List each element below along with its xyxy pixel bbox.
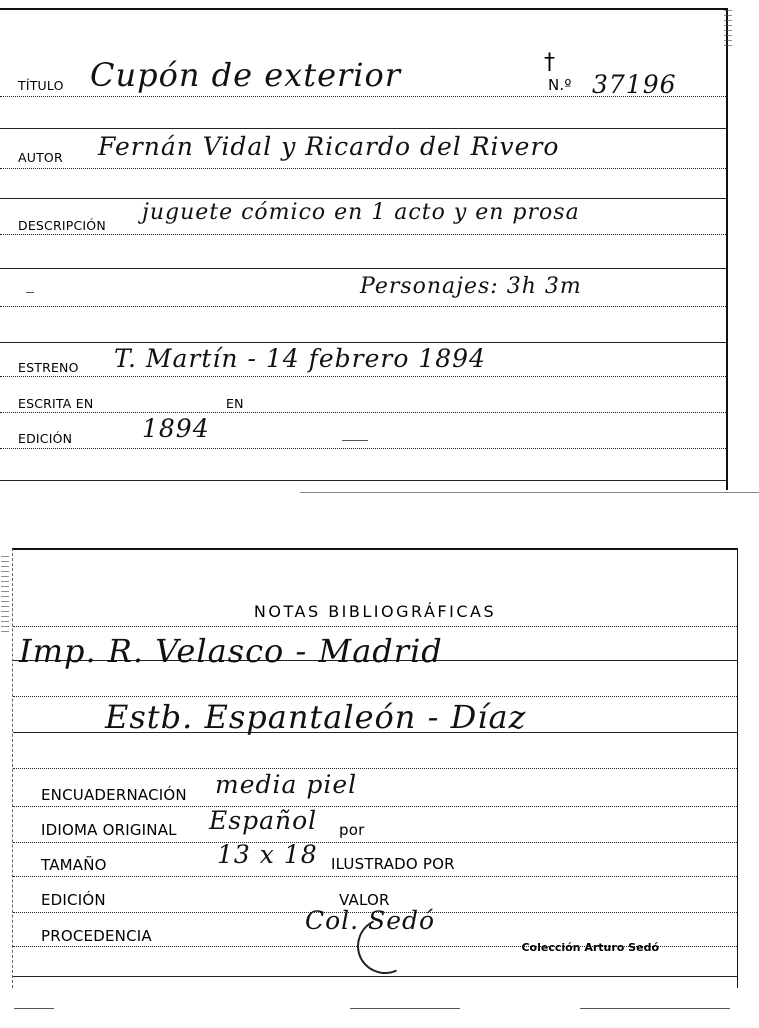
rule-line bbox=[0, 168, 726, 169]
author-label: AUTOR bbox=[18, 150, 63, 165]
rule-line bbox=[0, 448, 726, 449]
card-edge bbox=[14, 1008, 54, 1009]
rule-line bbox=[13, 696, 737, 697]
binding-value: media piel bbox=[215, 770, 358, 799]
rule-line bbox=[0, 234, 726, 235]
written-label: ESCRITA EN bbox=[18, 396, 94, 411]
rule-line bbox=[13, 806, 737, 807]
rule-line bbox=[0, 198, 726, 199]
catalog-card-back bbox=[12, 548, 738, 988]
rule-line bbox=[13, 768, 737, 769]
language-value: Español bbox=[209, 806, 318, 835]
number-value: 37196 bbox=[592, 70, 677, 99]
card-edge bbox=[580, 1008, 730, 1009]
description-value: juguete cómico en 1 acto y en prosa bbox=[142, 200, 580, 225]
rule-line bbox=[0, 268, 726, 269]
notes-heading: NOTAS BIBLIOGRÁFICAS bbox=[253, 602, 497, 621]
premiere-label: ESTRENO bbox=[18, 360, 79, 375]
description-label: DESCRIPCIÓN bbox=[18, 218, 106, 233]
edition-label: EDICIÓN bbox=[41, 891, 106, 909]
language-label: IDIOMA ORIGINAL bbox=[41, 821, 177, 839]
edge-speckle bbox=[724, 10, 732, 50]
collection-credit: Colección Arturo Sedó bbox=[521, 941, 659, 954]
author-value: Fernán Vidal y Ricardo del Rivero bbox=[98, 132, 560, 161]
number-label: N.º bbox=[548, 76, 572, 94]
rule-line bbox=[0, 342, 726, 343]
title-value: Cupón de exterior bbox=[90, 56, 402, 94]
rule-line bbox=[13, 626, 737, 627]
rule-line bbox=[0, 480, 726, 481]
rule-line bbox=[0, 376, 726, 377]
rule-line bbox=[0, 128, 726, 129]
rule-line bbox=[13, 976, 737, 977]
edge-speckle bbox=[1, 556, 9, 636]
edition-label: EDICIÓN bbox=[18, 431, 73, 446]
edition-value: 1894 bbox=[142, 414, 210, 443]
rule-line bbox=[0, 412, 726, 413]
binding-label: ENCUADERNACIÓN bbox=[41, 786, 187, 804]
provenance-value: Col. Sedó bbox=[305, 906, 436, 935]
rule-line bbox=[13, 842, 737, 843]
illustrated-label: ILUSTRADO POR bbox=[331, 855, 455, 873]
characters-value: Personajes: 3h 3m bbox=[360, 274, 582, 299]
rule-line bbox=[13, 876, 737, 877]
catalog-card-front bbox=[0, 8, 728, 490]
note-line-1: Imp. R. Velasco - Madrid bbox=[19, 632, 443, 670]
size-value: 13 x 18 bbox=[217, 840, 318, 869]
value-label: VALOR bbox=[339, 891, 390, 909]
by-label: por bbox=[339, 821, 365, 839]
stray-mark bbox=[342, 440, 368, 441]
premiere-value: T. Martín - 14 febrero 1894 bbox=[114, 344, 486, 373]
note-line-2: Estb. Espantaleón - Díaz bbox=[105, 698, 527, 736]
written-in-label: EN bbox=[226, 396, 244, 411]
title-label: TÍTULO bbox=[18, 78, 64, 93]
card-edge bbox=[300, 492, 759, 493]
provenance-label: PROCEDENCIA bbox=[41, 927, 152, 945]
stray-mark bbox=[26, 292, 34, 293]
cross-mark: † bbox=[544, 50, 555, 75]
rule-line bbox=[0, 306, 726, 307]
card-edge bbox=[350, 1008, 460, 1009]
size-label: TAMAÑO bbox=[41, 856, 107, 874]
